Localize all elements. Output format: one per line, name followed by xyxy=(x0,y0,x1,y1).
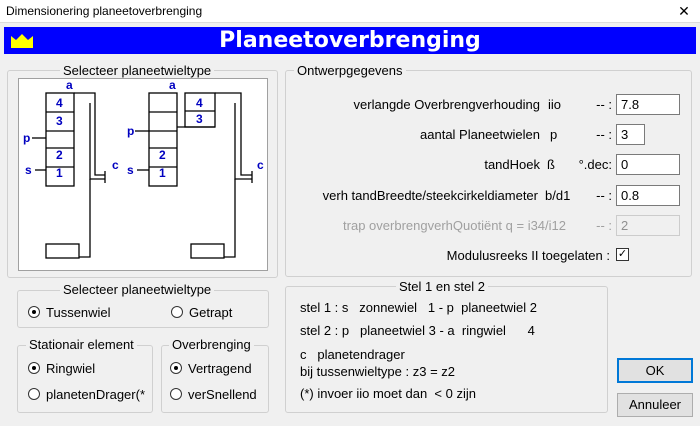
field-iio-symbol: iio xyxy=(548,97,562,112)
planet-type-title: Selecteer planeetwieltype xyxy=(60,282,214,297)
radio-versnellend[interactable] xyxy=(170,388,182,400)
transmission-title: Overbrenging xyxy=(169,337,254,352)
step-ratio-input[interactable]: 2 xyxy=(616,215,680,236)
field-q-label: trap overbrengverhQuotiënt q = i34/i12 xyxy=(343,218,566,233)
radio-vertragend[interactable] xyxy=(170,362,182,374)
gear-diagram-svg xyxy=(19,79,267,270)
gear-diagram xyxy=(18,78,268,271)
field-q-unit: -- : xyxy=(596,218,612,233)
field-iio-label: verlangde Overbrengverhouding xyxy=(353,97,540,112)
field-beta-symbol: ß xyxy=(547,157,555,172)
right-label-2: 2 xyxy=(159,148,166,162)
transmission-group xyxy=(161,345,269,413)
right-label-a: a xyxy=(169,79,176,92)
field-iio-unit: -- : xyxy=(596,97,612,112)
right-label-c: c xyxy=(257,158,264,172)
radio-versnellend-label: verSnellend xyxy=(188,387,257,402)
field-bd-label: verh tandBreedte/steekcirkeldiameter xyxy=(322,188,538,203)
stationary-title: Stationair element xyxy=(26,337,137,352)
crown-logo-icon xyxy=(4,27,40,54)
close-icon[interactable]: ✕ xyxy=(678,3,690,19)
right-label-p: p xyxy=(127,124,135,138)
left-label-c: c xyxy=(112,158,119,172)
field-beta-label: tandHoek xyxy=(484,157,540,172)
field-bd-unit: -- : xyxy=(596,188,612,203)
stel-line-5: (*) invoer iio moet dan < 0 zijn xyxy=(300,386,476,401)
stel-line-4: bij tussenwieltype : z3 = z2 xyxy=(300,364,455,379)
window-titlebar xyxy=(0,0,700,23)
stel-title: Stel 1 en stel 2 xyxy=(396,279,488,294)
stel-line-2: stel 2 : p planeetwiel 3 - a ringwiel 4 xyxy=(300,323,535,338)
field-beta-unit: °.dec: xyxy=(578,157,612,172)
radio-vertragend-label: Vertragend xyxy=(188,361,252,376)
field-p-label: aantal Planeetwielen xyxy=(420,127,540,142)
radio-getrapt-label: Getrapt xyxy=(189,305,233,320)
radio-planetendrager-label: planetenDrager(* xyxy=(46,387,146,402)
left-label-a: a xyxy=(66,79,73,92)
radio-tussenwiel[interactable] xyxy=(28,306,40,318)
cancel-button[interactable]: Annuleer xyxy=(617,393,693,417)
left-label-4: 4 xyxy=(56,96,63,110)
right-label-4: 4 xyxy=(196,96,203,110)
planet-count-input[interactable]: 3 xyxy=(616,124,645,145)
modulus-checkbox-label: Modulusreeks II toegelaten : xyxy=(446,248,610,263)
modulus-checkbox[interactable]: ✓ xyxy=(617,248,628,260)
right-label-3: 3 xyxy=(196,112,203,126)
field-p-unit: -- : xyxy=(596,127,612,142)
radio-planetendrager[interactable] xyxy=(28,388,40,400)
left-label-1: 1 xyxy=(56,166,63,180)
stel-line-3: c planetendrager xyxy=(300,347,405,362)
iio-input[interactable]: 7.8 xyxy=(616,94,680,115)
radio-getrapt[interactable] xyxy=(171,306,183,318)
stationary-group xyxy=(17,345,153,413)
window-title: Dimensionering planeetoverbrenging xyxy=(6,4,203,18)
banner xyxy=(4,27,696,54)
radio-tussenwiel-label: Tussenwiel xyxy=(46,305,111,320)
field-p-symbol: p xyxy=(550,127,558,142)
stel-line-1: stel 1 : s zonnewiel 1 - p planeetwiel 2 xyxy=(300,300,538,315)
banner-title: Planeetoverbrenging xyxy=(219,28,481,53)
left-label-p: p xyxy=(23,131,31,145)
left-label-s: s xyxy=(25,163,32,177)
width-ratio-input[interactable]: 0.8 xyxy=(616,185,680,206)
radio-ringwiel-label: Ringwiel xyxy=(46,361,96,376)
tooth-angle-input[interactable]: 0 xyxy=(616,154,680,175)
ok-button[interactable]: OK xyxy=(617,358,693,383)
diagram-group-title: Selecteer planeetwieltype xyxy=(60,63,214,78)
design-title: Ontwerpgegevens xyxy=(294,63,406,78)
field-bd-symbol: b/d1 xyxy=(545,188,571,203)
right-label-s: s xyxy=(127,163,134,177)
radio-ringwiel[interactable] xyxy=(28,362,40,374)
left-label-2: 2 xyxy=(56,148,63,162)
right-label-1: 1 xyxy=(159,166,166,180)
left-label-3: 3 xyxy=(56,114,63,128)
